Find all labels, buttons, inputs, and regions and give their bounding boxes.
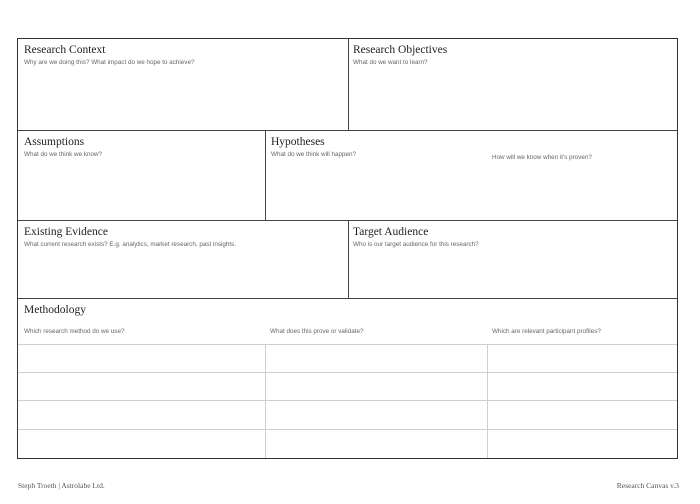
existing-evidence-prompt: What current research exists? E.g. analytics, market research, past insights. — [24, 241, 237, 248]
hypotheses-proof-prompt: How will we know when it's proven? — [492, 154, 592, 161]
methodology-column-header: Which are relevant participant profiles? — [492, 328, 601, 335]
target-audience-section[interactable] — [349, 221, 677, 298]
assumptions-prompt: What do we think we know? — [24, 151, 103, 158]
research-context-title: Research Context — [24, 44, 106, 56]
hypotheses-section[interactable] — [266, 131, 677, 220]
footer-version: Research Canvas v.3 — [616, 481, 679, 490]
methodology-column-header: What does this prove or validate? — [270, 328, 364, 335]
research-context-prompt: Why are we doing this? What impact do we hope to achieve? — [24, 59, 195, 66]
methodology-column-header: Which research method do we use? — [24, 328, 125, 335]
assumptions-section[interactable] — [18, 131, 265, 220]
research-context-section[interactable] — [18, 39, 348, 130]
footer-author: Steph Troeth | Astrolabe Ltd. — [18, 481, 105, 490]
hypotheses-title: Hypotheses — [271, 136, 325, 148]
hypotheses-prompt: What do we think will happen? — [271, 151, 357, 158]
research-objectives-title: Research Objectives — [353, 44, 448, 56]
methodology-section[interactable] — [18, 299, 677, 459]
methodology-title: Methodology — [24, 304, 86, 316]
target-audience-title: Target Audience — [353, 226, 429, 238]
target-audience-prompt: Who is our target audience for this research? — [353, 241, 479, 248]
research-objectives-section[interactable] — [349, 39, 677, 130]
existing-evidence-title: Existing Evidence — [24, 226, 108, 238]
existing-evidence-section[interactable] — [18, 221, 348, 298]
research-objectives-prompt: What do we want to learn? — [353, 59, 428, 66]
assumptions-title: Assumptions — [24, 136, 85, 148]
research-canvas — [17, 38, 678, 459]
